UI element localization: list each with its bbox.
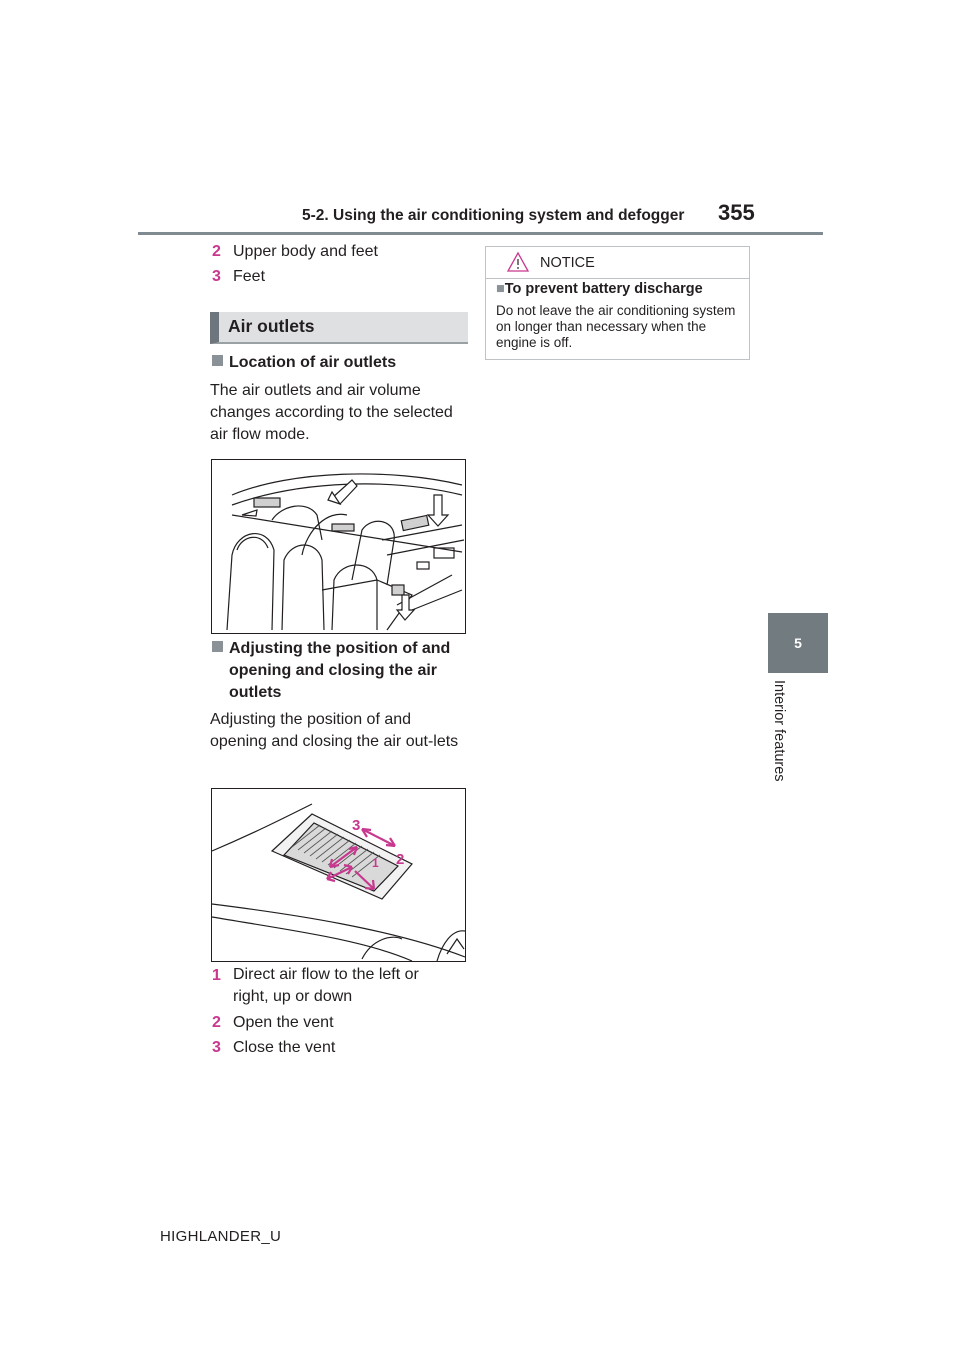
- notice-subheading: ■To prevent battery discharge: [496, 281, 703, 297]
- step-text: Direct air flow to the left or right, up or down: [233, 966, 419, 1005]
- vent-callout-1: 1: [372, 856, 379, 870]
- chapter-tab[interactable]: [768, 613, 828, 673]
- notice-body: Do not leave the air conditioning system on longer than necessary when the engine is off.: [496, 303, 736, 350]
- square-bullet-icon: ■: [496, 281, 505, 297]
- step-item: [212, 966, 419, 1005]
- notice-label: NOTICE: [540, 255, 595, 271]
- step-text: Close the vent: [233, 1039, 336, 1056]
- notice-box: [485, 246, 750, 360]
- chapter-number: 5: [794, 635, 802, 651]
- interior-illustration: [211, 459, 466, 634]
- step-item: [212, 243, 378, 261]
- page-number: 355: [718, 200, 755, 225]
- step-number: 2: [212, 243, 221, 260]
- vent-callout-3: 3: [352, 817, 361, 834]
- step-item: [212, 1039, 336, 1057]
- step-text: Upper body and feet: [233, 243, 378, 260]
- chapter-label: Interior features: [771, 680, 787, 782]
- square-bullet-icon: [212, 355, 223, 366]
- subheading-location: Location of air outlets: [212, 352, 459, 374]
- warning-icon: [506, 251, 530, 273]
- header-rule: [138, 232, 823, 235]
- notice-header: [486, 247, 749, 279]
- section-title: 5-2. Using the air conditioning system and defogger: [302, 207, 685, 224]
- vent-illustration: [211, 788, 466, 962]
- square-bullet-icon: [212, 641, 223, 652]
- step-text: Feet: [233, 268, 266, 285]
- adjusting-paragraph: Adjusting the position of and opening and closing the air out-lets: [210, 711, 459, 750]
- step-item: [212, 268, 266, 286]
- step-number: 1: [212, 967, 221, 984]
- subheading-adjusting: Adjusting the position of and opening and closing the air outlets: [212, 638, 459, 704]
- step-number: 2: [212, 1014, 221, 1031]
- model-code: HIGHLANDER_U: [160, 1228, 282, 1245]
- location-paragraph: The air outlets and air volume changes according to the selected air flow mode.: [210, 382, 453, 443]
- section-heading-text: Air outlets: [228, 316, 315, 336]
- step-number: 3: [212, 268, 221, 285]
- step-number: 3: [212, 1039, 221, 1056]
- step-text: Open the vent: [233, 1014, 334, 1031]
- vent-callout-2: 2: [396, 851, 405, 868]
- section-heading: [210, 312, 468, 344]
- step-item: [212, 1014, 334, 1032]
